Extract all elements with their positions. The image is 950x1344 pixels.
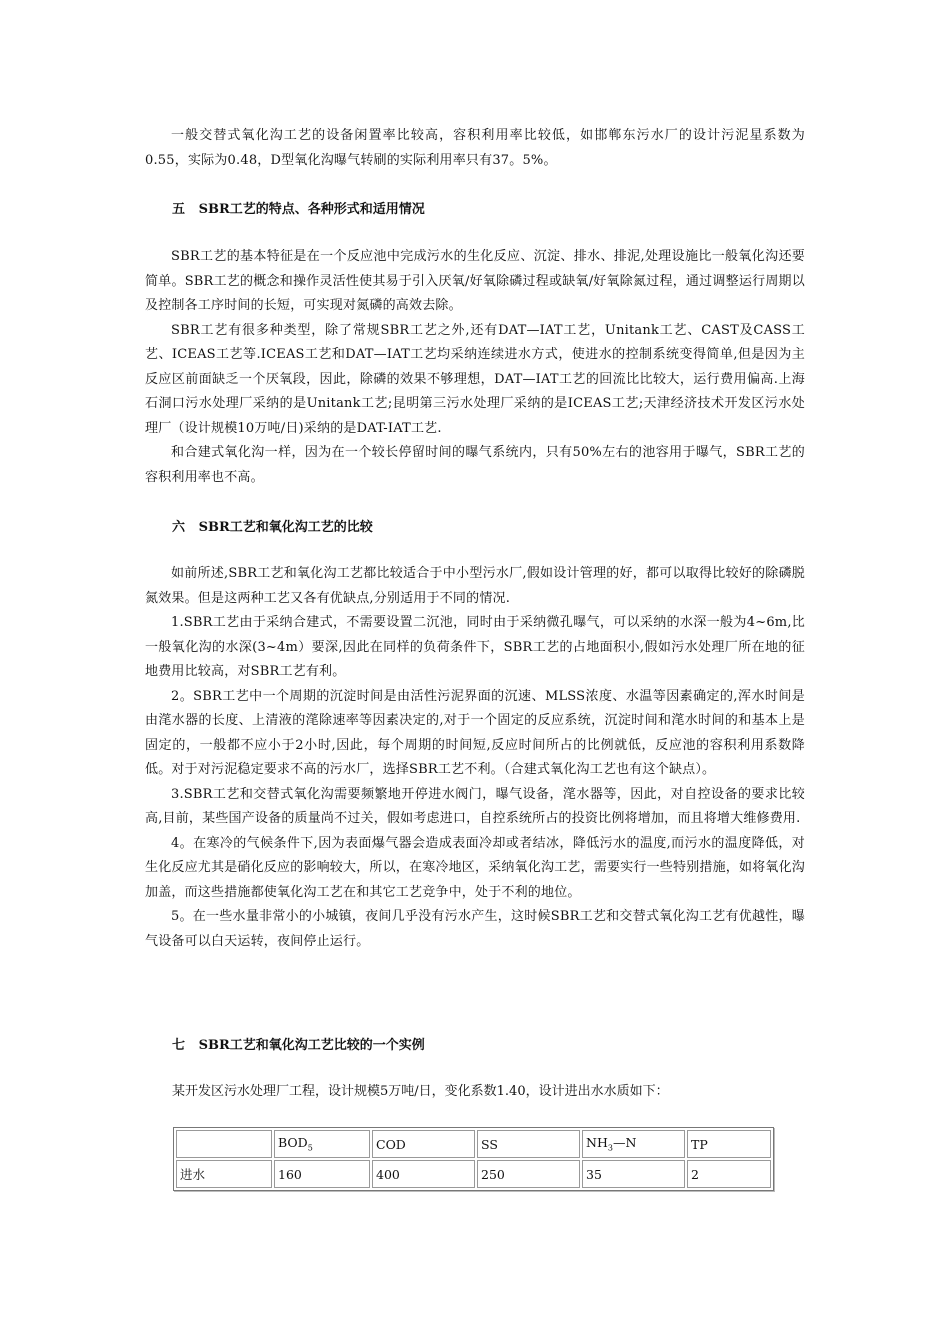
water-quality-table bbox=[173, 1127, 774, 1191]
paragraph: SBR工艺的基本特征是在一个反应池中完成污水的生化反应、沉淀、排水、排泥,处理设施比一般氧化沟还要简单。SBR工艺的概念和操作灵活性使其易于引入厌氧/好氧除磷过程或缺氧/好氧除氮过程，通过调整运行周期以及控制各工序时间的长短，可实现对氮磷的高效去除。 bbox=[145, 249, 805, 313]
section-6-body bbox=[145, 562, 805, 954]
paragraph: SBR工艺有很多种类型，除了常规SBR工艺之外,还有DAT—IAT工艺，Unitank工艺、CAST及CASS工艺、ICEAS工艺等.ICEAS工艺和DAT—IAT工艺均采纳连续进水方式，使进水的控制系统变得简单,但是因为主反应区前面缺乏一个厌氧段，因此，除磷的效果不够理想，DAT—IAT工艺的回流比比较大，运行费用偏高.上海石洞口污水处理厂采纳的是Unitank工艺;昆明第三污水处理厂采纳的是ICEAS工艺;天津经济技术开发区污水处理厂（设计规模10万吨/日)采纳的是DAT-IAT工艺. bbox=[145, 322, 805, 436]
paragraph: 和合建式氧化沟一样，因为在一个较长停留时间的曝气系统内，只有50%左右的池容用于曝气，SBR工艺的容积利用率也不高。 bbox=[145, 445, 805, 485]
section-heading-7: 七 SBR工艺和氧化沟工艺比较的一个实例 bbox=[172, 1038, 425, 1053]
paragraph: 4。在寒冷的气候条件下,因为表面爆气器会造成表面冷却或者结冰，降低污水的温度,而污水的温度降低，对生化反应尤其是硝化反应的影响较大，所以，在寒冷地区，采纳氧化沟工艺，需要实行一些特别措施，如将氧化沟加盖，而这些措施都使氧化沟工艺在和其它工艺竞争中，处于不利的地位。 bbox=[145, 835, 806, 900]
table-cell: 2 bbox=[687, 1160, 771, 1188]
table-intro-text: 某开发区污水处理厂工程，设计规模5万吨/日，变化系数1.40，设计进出水水质如下： bbox=[172, 1084, 669, 1099]
table-header-cell-nh3n: $NH_3—N$ bbox=[582, 1130, 685, 1158]
paragraph: 3.SBR工艺和交替式氧化沟需要频繁地开停进水阀门，曝气设备，滗水器等，因此，对自控设备的要求比较高,目前，某些国产设备的质量尚不过关，假如考虑进口，自控系统所占的投资比例将增加，而且将增大维修费用. bbox=[145, 786, 805, 826]
table-header-cell-ss: SS bbox=[477, 1130, 580, 1158]
table-cell: 250 bbox=[477, 1160, 580, 1188]
paragraph: 1.SBR工艺由于采纳合建式，不需要设置二沉池，同时由于采纳微孔曝气，可以采纳的水深一般为4~6m,比一般氧化沟的水深(3~4m）要深,因此在同样的负荷条件下，SBR工艺的占地面积小,假如污水处理厂所在地的征地费用比较高，对SBR工艺有利。 bbox=[145, 615, 805, 679]
table-header-row bbox=[176, 1130, 771, 1158]
section-5-body bbox=[145, 245, 805, 490]
table-header-cell-tp: TP bbox=[687, 1130, 771, 1158]
paragraph: 如前所述,SBR工艺和氧化沟工艺都比较适合于中小型污水厂,假如设计管理的好，都可以取得比较好的除磷脱氮效果。但是这两种工艺又各有优缺点,分别适用于不同的情况. bbox=[145, 566, 805, 606]
paragraph: 一般交替式氧化沟工艺的设备闲置率比较高，容积利用率比较低，如邯郸东污水厂的设计污泥星系数为0.55，实际为0.48，D型氧化沟曝气转刷的实际利用率只有37。5%。 bbox=[145, 128, 805, 168]
table-cell: 400 bbox=[372, 1160, 475, 1188]
table-cell: 160 bbox=[274, 1160, 370, 1188]
section-heading-5: 五 SBR工艺的特点、各种形式和适用情况 bbox=[172, 202, 425, 217]
paragraph: 2。SBR工艺中一个周期的沉淀时间是由活性污泥界面的沉速、MLSS浓度、水温等因素确定的,浑水时间是由滗水器的长度、上清液的滗除速率等因素决定的,对于一个固定的反应系统，沉淀时间和滗水时间的和基本上是固定的，一般都不应小于2小时,因此，每个周期的时间短,反应时间所占的比例就低，反应池的容积利用系数降低。对于对污泥稳定要求不高的污水厂，选择SBR工艺不利。（合建式氧化沟工艺也有这个缺点）。 bbox=[145, 688, 805, 777]
paragraph: 5。在一些水量非常小的小城镇，夜间几乎没有污水产生，这时候SBR工艺和交替式氧化沟工艺有优越性，曝气设备可以白天运转，夜间停止运行。 bbox=[145, 909, 805, 949]
table-header-cell bbox=[176, 1130, 272, 1158]
table-cell: 35 bbox=[582, 1160, 685, 1188]
table-header-cell-cod: COD bbox=[372, 1130, 475, 1158]
section-heading-6: 六 SBR工艺和氧化沟工艺的比较 bbox=[172, 520, 373, 535]
table-header-cell-bod: $BOD_5$ bbox=[274, 1130, 370, 1158]
table-cell: 进水 bbox=[176, 1160, 272, 1188]
intro-paragraph-block bbox=[145, 124, 805, 173]
table-row bbox=[176, 1160, 771, 1188]
